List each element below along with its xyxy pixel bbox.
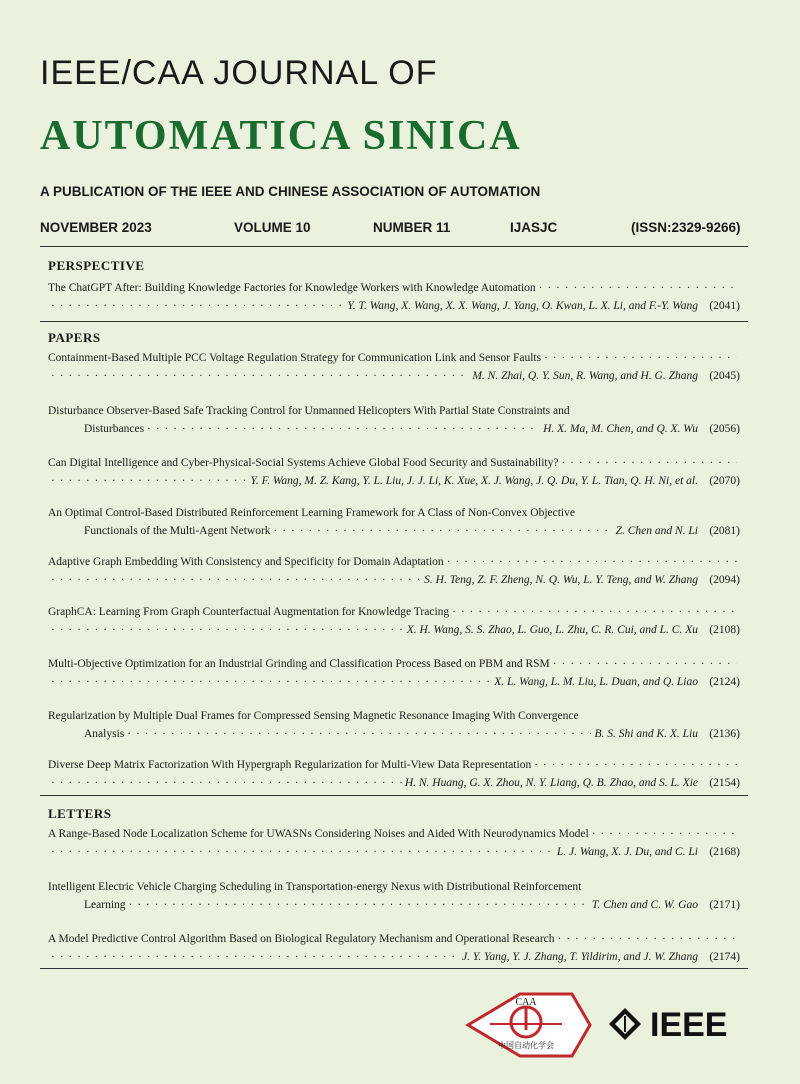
toc-entry[interactable] [48, 454, 740, 490]
divider [40, 321, 748, 322]
toc-entry-title: Disturbance Observer-Based Safe Tracking Control for Unmanned Helicopters With Partial State Constraints and [48, 405, 570, 417]
toc-entry-page: (2045) [709, 370, 740, 382]
leader-dots [51, 621, 404, 639]
divider [40, 246, 748, 247]
toc-entry-title: Can Digital Intelligence and Cyber-Physical-Social Systems Achieve Global Food Security and Sustainability? [48, 457, 559, 469]
toc-entry-title-continued: Disturbances [84, 423, 145, 435]
toc-entry-authors: S. H. Teng, Z. F. Zheng, N. Q. Wu, L. Y. Teng, and W. Zhang [424, 574, 698, 586]
section-heading-letters: LETTERS [48, 806, 112, 821]
toc-entry[interactable] [48, 553, 740, 589]
leader-dots [553, 655, 737, 673]
toc-entry[interactable] [48, 878, 740, 914]
publisher-logos [460, 990, 750, 1060]
toc-entry[interactable] [48, 756, 740, 792]
toc-entry-authors: H. N. Huang, G. X. Zhou, N. Y. Liang, Q. B. Zhao, and S. L. Xie [404, 777, 698, 789]
toc-entry-authors: Y. T. Wang, X. Wang, X. X. Wang, J. Yang, O. Kwan, L. X. Li, and F.-Y. Wang [347, 300, 698, 312]
leader-dots [127, 725, 591, 743]
toc-entry-authors: J. Y. Yang, Y. J. Zhang, T. Yildirim, and J. W. Zhang [462, 951, 698, 963]
issue-number: NUMBER 11 [373, 220, 451, 235]
toc-entry[interactable] [48, 825, 740, 861]
toc-entry-title: A Model Predictive Control Algorithm Based on Biological Regulatory Mechanism and Operational Research [48, 933, 555, 945]
toc-entry-page: (2174) [709, 951, 740, 963]
toc-entry-title: An Optimal Control-Based Distributed Reinforcement Learning Framework for A Class of Non-Convex Objective [48, 507, 575, 519]
leader-dots [539, 279, 737, 297]
journal-title-line1: IEEE/CAA JOURNAL OF [40, 54, 438, 92]
divider [40, 968, 748, 969]
toc-entry-title: Regularization by Multiple Dual Frames for Compressed Sensing Magnetic Resonance Imaging With Convergence [48, 710, 579, 722]
leader-dots [561, 454, 737, 472]
caa-logo-text: CAA [515, 997, 537, 1008]
toc-entry-title-continued: Functionals of the Multi-Agent Network [84, 525, 271, 537]
toc-entry-authors: Z. Chen and N. Li [615, 525, 698, 537]
toc-entry[interactable] [48, 349, 740, 385]
toc-entry-page: (2056) [709, 423, 740, 435]
toc-entry-page: (2070) [709, 475, 740, 487]
toc-entry-title: Adaptive Graph Embedding With Consistency and Specificity for Domain Adaptation [48, 556, 444, 568]
toc-entry[interactable] [48, 279, 740, 315]
leader-dots [447, 553, 737, 571]
leader-dots [51, 297, 344, 315]
toc-entry-title: A Range-Based Node Localization Scheme for UWASNs Considering Noises and Aided With Neurodynamics Model [48, 828, 589, 840]
leader-dots [274, 522, 613, 540]
toc-entry-title: Containment-Based Multiple PCC Voltage Regulation Strategy for Communication Link and Sensor Faults [48, 352, 542, 364]
toc-entry-page: (2124) [709, 676, 740, 688]
issue-bar [40, 220, 748, 240]
toc-entry-title-continued: Learning [84, 899, 126, 911]
journal-title-line2: AUTOMATICA SINICA [40, 113, 522, 159]
toc-entry-title: Multi-Objective Optimization for an Industrial Grinding and Classification Process Based on PBM and RSM [48, 658, 550, 670]
issue-volume: VOLUME 10 [234, 220, 311, 235]
toc-entry-authors: X. L. Wang, L. M. Liu, L. Duan, and Q. Liao [494, 676, 698, 688]
toc-entry-page: (2154) [709, 777, 740, 789]
toc-entry[interactable] [48, 930, 740, 966]
leader-dots [51, 843, 554, 861]
toc-entry-title: GraphCA: Learning From Graph Counterfactual Augmentation for Knowledge Tracing [48, 606, 450, 618]
leader-dots [51, 472, 247, 490]
leader-dots [544, 349, 737, 367]
toc-entry-authors: T. Chen and C. W. Gao [591, 899, 698, 911]
ieee-logo [609, 1006, 727, 1044]
toc-entry-authors: M. N. Zhai, Q. Y. Sun, R. Wang, and H. G. Zhang [472, 370, 698, 382]
leader-dots [592, 825, 737, 843]
toc-entry-page: (2041) [709, 300, 740, 312]
issue-date: NOVEMBER 2023 [40, 220, 152, 235]
caa-logo-chinese: 中国自动化学会 [498, 1041, 554, 1050]
leader-dots [51, 571, 421, 589]
toc-entry[interactable] [48, 504, 740, 540]
leader-dots [51, 367, 469, 385]
toc-entry[interactable] [48, 402, 740, 438]
toc-entry-authors: Y. F. Wang, M. Z. Kang, Y. L. Liu, J. J. Li, K. Xue, X. J. Wang, J. Q. Du, Y. L. Tian, Q. H. Ni, et al. [250, 475, 698, 487]
leader-dots [51, 673, 491, 691]
ieee-logo-text: IEEE [650, 1006, 728, 1044]
toc-entry[interactable] [48, 655, 740, 691]
toc-entry-title: The ChatGPT After: Building Knowledge Factories for Knowledge Workers with Knowledge Automation [48, 282, 536, 294]
caa-logo [460, 990, 750, 1060]
leader-dots [51, 774, 402, 792]
toc-entry-title-continued: Analysis [84, 728, 125, 740]
leader-dots [558, 930, 737, 948]
section-heading-perspective: PERSPECTIVE [48, 258, 145, 273]
divider [40, 795, 748, 796]
toc-entry-page: (2168) [709, 846, 740, 858]
leader-dots [51, 948, 459, 966]
toc-entry-title: Intelligent Electric Vehicle Charging Scheduling in Transportation-energy Nexus with Distributional Reinforcement [48, 881, 582, 893]
toc-entry-page: (2081) [709, 525, 740, 537]
toc-entry[interactable] [48, 707, 740, 743]
toc-entry-authors: B. S. Shi and K. X. Liu [594, 728, 698, 740]
toc-entry[interactable] [48, 603, 740, 639]
issue-code: IJASJC [510, 220, 558, 235]
toc-entry-authors: L. J. Wang, X. J. Du, and C. Li [556, 846, 698, 858]
toc-entry-page: (2108) [709, 624, 740, 636]
toc-entry-authors: X. H. Wang, S. S. Zhao, L. Guo, L. Zhu, C. R. Cui, and L. C. Xu [406, 624, 698, 636]
toc-entry-page: (2171) [709, 899, 740, 911]
toc-entry-page: (2136) [709, 728, 740, 740]
toc-entry-page: (2094) [709, 574, 740, 586]
issue-issn: (ISSN:2329-9266) [631, 220, 741, 235]
leader-dots [129, 896, 589, 914]
leader-dots [534, 756, 737, 774]
leader-dots [452, 603, 737, 621]
leader-dots [147, 420, 540, 438]
journal-subtitle: A PUBLICATION OF THE IEEE AND CHINESE ASSOCIATION OF AUTOMATION [40, 184, 541, 199]
toc-entry-title: Diverse Deep Matrix Factorization With Hypergraph Regularization for Multi-View Data Representation [48, 759, 532, 771]
section-heading-papers: PAPERS [48, 330, 101, 345]
toc-entry-authors: H. X. Ma, M. Chen, and Q. X. Wu [543, 423, 698, 435]
